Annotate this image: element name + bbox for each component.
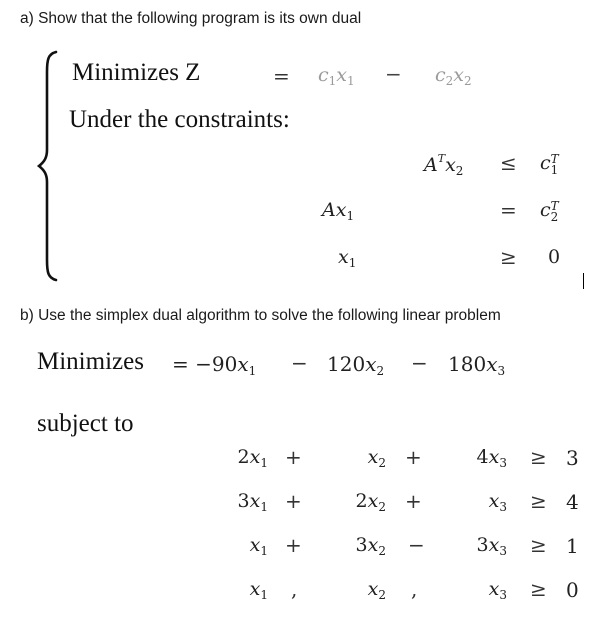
objective-minus: −	[385, 62, 402, 86]
b-row-2-term-1: $3x_1$	[237, 490, 268, 514]
objective-b-minus-2: −	[411, 351, 428, 375]
b-row-4-rel: ≥	[530, 577, 547, 601]
b-row-3-rhs: 1	[566, 534, 579, 558]
constraint-a-3-lhs: $x_1$	[338, 246, 357, 270]
constraint-a-2-rel: =	[500, 198, 517, 222]
left-brace-icon	[36, 50, 60, 282]
constraint-a-1-rel: ≤	[500, 151, 517, 175]
objective-eq: =	[273, 64, 290, 88]
text-cursor	[583, 273, 584, 289]
constraints-label: Under the constraints:	[69, 106, 290, 133]
b-row-3-term-1: $x_1$	[249, 534, 268, 558]
b-row-4-comma-2: ,	[411, 577, 418, 601]
b-row-2-op-2: +	[405, 489, 422, 513]
objective-b: = $-90x_1$	[172, 352, 257, 378]
b-row-1-term-2: $x_2$	[367, 446, 386, 470]
b-row-2-term-3: $x_3$	[488, 490, 507, 514]
minimizes-label: Minimizes	[37, 348, 144, 375]
objective-b-term-2: $120x_2$	[327, 352, 385, 378]
b-row-2-op-1: +	[285, 489, 302, 513]
objective-term-1: $c_1x_1$	[318, 64, 355, 88]
constraint-a-1-rhs: c T 1	[540, 152, 559, 177]
constraint-a-1-lhs: $A^Tx_2$	[424, 152, 464, 178]
b-row-4-term-3: $x_3$	[488, 578, 507, 602]
b-row-4-term-1: $x_1$	[249, 578, 268, 602]
objective-term-2: $c_2x_2$	[435, 64, 472, 88]
b-row-4-comma-1: ,	[291, 577, 298, 601]
b-row-1-rel: ≥	[530, 445, 547, 469]
part-b-heading: b) Use the simplex dual algorithm to solve the following linear problem	[20, 307, 501, 324]
b-row-3-term-3: $3x_3$	[476, 534, 507, 558]
b-row-4-rhs: 0	[566, 578, 579, 602]
b-row-1-rhs: 3	[566, 446, 579, 470]
b-row-2-rel: ≥	[530, 489, 547, 513]
subject-to-label: subject to	[37, 410, 134, 437]
b-row-1-term-1: $2x_1$	[237, 446, 268, 470]
constraint-a-2-rhs: c T 2	[540, 199, 559, 224]
part-a-heading: a) Show that the following program is its own dual	[20, 10, 362, 27]
b-row-3-op-1: +	[285, 533, 302, 557]
b-row-1-op-1: +	[285, 445, 302, 469]
minimizes-z-label: Minimizes Z	[72, 59, 201, 86]
b-row-3-rel: ≥	[530, 533, 547, 557]
b-row-4-term-2: $x_2$	[367, 578, 386, 602]
b-row-1-op-2: +	[405, 445, 422, 469]
b-row-1-term-3: $4x_3$	[476, 446, 507, 470]
constraint-a-3-rel: ≥	[500, 245, 517, 269]
objective-b-term-3: $180x_3$	[448, 352, 506, 378]
b-row-3-op-2: −	[408, 533, 425, 557]
b-row-2-term-2: $2x_2$	[355, 490, 386, 514]
constraint-a-2-lhs: $Ax_1$	[322, 199, 355, 223]
objective-b-minus-1: −	[291, 351, 308, 375]
b-row-2-rhs: 4	[566, 490, 579, 514]
b-row-3-term-2: $3x_2$	[355, 534, 386, 558]
constraint-a-3-rhs: 0	[548, 246, 561, 268]
